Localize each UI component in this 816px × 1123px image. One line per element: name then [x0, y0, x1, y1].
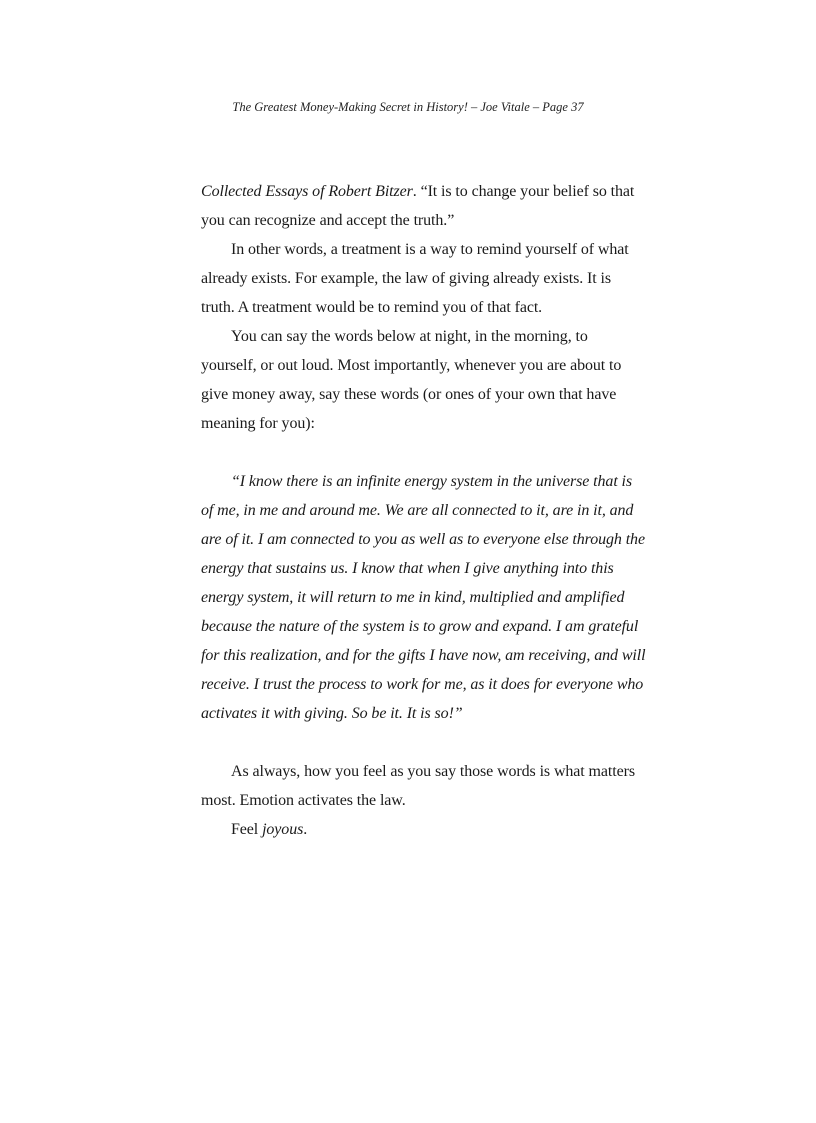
book-title: Collected Essays of Robert Bitzer: [201, 183, 413, 200]
paragraph-treatment-definition: In other words, a treatment is a way to remind yourself of what already exists. For example, the law of giving already exists. It is truth. A treatment would be to remind you of that fact.: [201, 241, 629, 316]
page-body: [201, 177, 646, 844]
paragraph-continuation-text: . “It is to change your belief so that you can recognize and accept the truth.”: [201, 183, 635, 229]
feel-text: Feel: [231, 821, 263, 838]
blank-line: [201, 728, 646, 757]
paragraph-emotion: As always, how you feel as you say those words is what matters most. Emotion activates the law.: [201, 763, 635, 809]
paragraph-continuation: [201, 177, 646, 235]
joyous-emphasis: joyous: [262, 821, 304, 838]
affirmation-quote: “I know there is an infinite energy system in the universe that is of me, in me and around me. We are all connected to it, are in it, and are of it. I am connected to you as well as to everyone else through the energy that sustains us. I know that when I give anything into this energy system, it will return to me in kind, multiplied and amplified because the nature of the system is to grow and expand. I am grateful for this realization, and for the gifts I have now, am receiving, and will receive. I trust the process to work for me, as it does for everyone who activates it with giving. So be it. It is so!”: [201, 473, 646, 722]
blank-line: [201, 438, 646, 467]
paragraph-instructions: You can say the words below at night, in the morning, to yourself, or out loud. Most importantly, whenever you are about to give money away, say these words (or ones of your own that have meaning for you):: [201, 328, 622, 432]
period: .: [303, 821, 308, 838]
running-header: The Greatest Money-Making Secret in History! – Joe Vitale – Page 37: [232, 100, 584, 114]
paragraph-feel-joyous: [201, 815, 646, 844]
